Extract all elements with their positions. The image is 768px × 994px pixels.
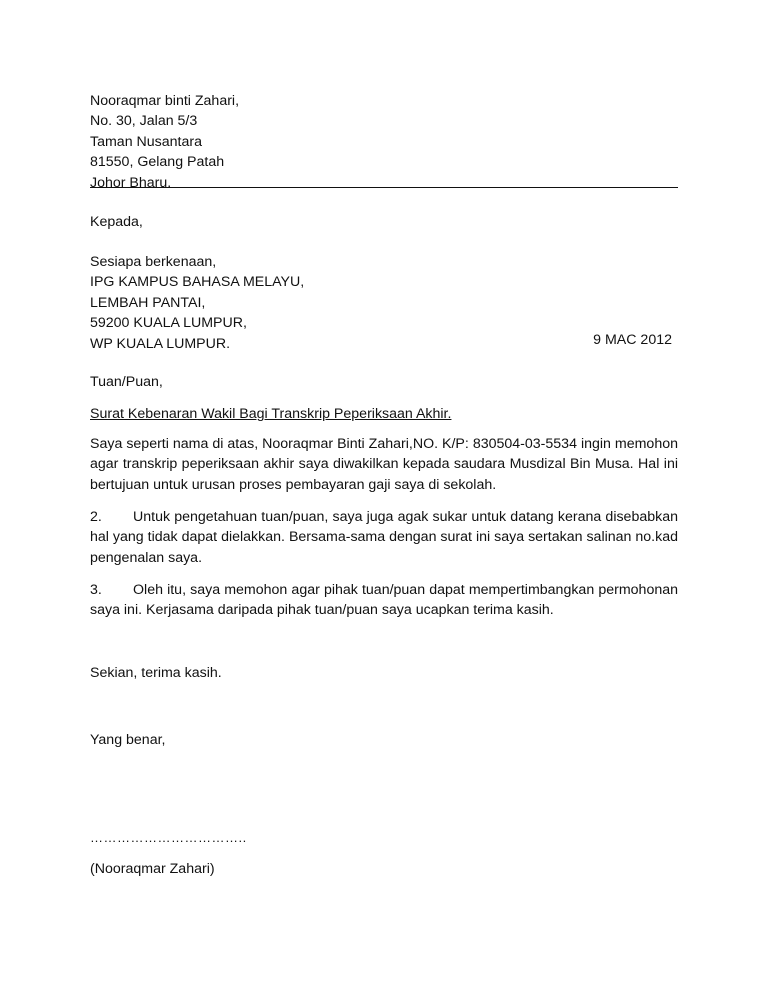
recipient-line: LEMBAH PANTAI, [90,294,206,311]
recipient-address [90,252,678,354]
paragraph-2-number: 2. [90,509,102,525]
header-divider [90,187,678,188]
sender-state: Johor Bharu. [90,174,172,191]
recipient-line: Sesiapa berkenaan, [90,254,217,270]
recipient-to-label: Kepada, [90,214,143,230]
paragraph-3-text: Oleh itu, saya memohon agar pihak tuan/puan dapat mempertimbangkan permohonan saya ini. Kerjasama daripada pihak tuan/puan saya ucapkan terima kasih. [90,582,678,619]
sender-address [90,91,678,193]
sender-area: Taman Nusantara [90,133,202,150]
sender-postcode-city: 81550, Gelang Patah [90,154,225,171]
signoff: Yang benar, [90,732,166,748]
recipient-line: WP KUALA LUMPUR. [90,335,231,352]
paragraph-2 [90,507,678,568]
sender-name: Nooraqmar binti Zahari, [90,93,240,109]
recipient-line: IPG KAMPUS BAHASA MELAYU, [90,274,305,291]
paragraph-1: Saya seperti nama di atas, Nooraqmar Binti Zahari,NO. K/P: 830504-03-5534 ingin memohon agar transkrip peperiksaan akhir saya diwakilkan kepada saudara Musdizal Bin Musa. Hal ini bertujuan untuk urusan proses pembayaran gaji saya di sekolah. [90,436,678,493]
letter-date: 9 MAC 2012 [593,332,672,348]
paragraph-3 [90,580,678,621]
sender-street: No. 30, Jalan 5/3 [90,113,198,130]
paragraph-3-number: 3. [90,582,102,598]
recipient-line: 59200 KUALA LUMPUR, [90,315,247,332]
signature-name: (Nooraqmar Zahari) [90,861,215,877]
signature-line: …………………………….. [90,830,247,845]
subject-line: Surat Kebenaran Wakil Bagi Transkrip Peperiksaan Akhir. [90,406,452,422]
closing: Sekian, terima kasih. [90,665,222,681]
greeting: Tuan/Puan, [90,374,163,390]
paragraph-2-text: Untuk pengetahuan tuan/puan, saya juga agak sukar untuk datang kerana disebabkan hal yang tidak dapat dielakkan. Bersama-sama dengan surat ini saya sertakan salinan no.kad pengenalan saya. [90,509,678,566]
